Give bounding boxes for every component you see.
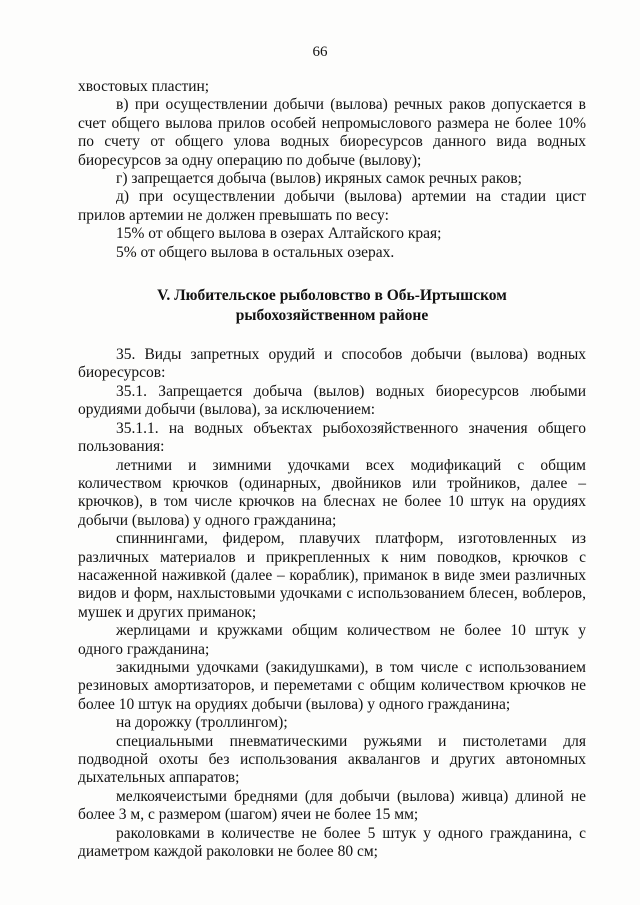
paragraph: летними и зимними удочками всех модификаций с общим количеством крючков (одинарных, двойников или тройников, далее – крючков), в том числе крючков на блеснах не более 10 штук на орудиях добычи (вылова) у одного гражданина; xyxy=(78,456,586,529)
paragraph: на дорожку (троллингом); xyxy=(116,714,288,732)
document-body xyxy=(78,78,586,861)
paragraphs-before-heading xyxy=(78,78,586,262)
paragraph: спиннингами, фидером, плавучих платформ, изготовленных из различных материалов и прикрепленных к ним поводков, крючков с насаженной наживкой (далее – кораблик), приманок в виде змеи различных видов и форм, нахлыстовыми удочками с использованием блесен, воблеров, мушек и других приманок; xyxy=(78,530,586,621)
paragraph: г) запрещается добыча (вылов) икряных самок речных раков; xyxy=(116,170,522,188)
paragraph: мелкоячеистыми бреднями (для добычи (вылова) живца) длиной не более 3 м, с размером (шагом) ячеи не более 15 мм; xyxy=(78,787,586,824)
section-heading: V. Любительское рыболовство в Обь-Иртышском рыбохозяйственном районе xyxy=(157,287,507,325)
spacer xyxy=(78,262,586,286)
paragraph: в) при осуществлении добычи (вылова) речных раков допускается в счет общего вылова прилов особей непромыслового размера не более 10% по счету от общего улова водных биоресурсов данного вида водных биоресурсов за одну операцию по добыче (вылову); xyxy=(78,96,586,169)
paragraph: д) при осуществлении добычи (вылова) артемии на стадии цист прилов артемии не должен превышать по весу: xyxy=(78,188,586,224)
paragraphs-after-heading xyxy=(78,346,586,861)
paragraph: специальными пневматическими ружьями и пистолетами для подводной охоты без использования аквалангов и других автономных дыхательных аппаратов; xyxy=(78,732,586,787)
paragraph: 35. Виды запретных орудий и способов добычи (вылова) водных биоресурсов: xyxy=(78,346,586,382)
page-number: 66 xyxy=(312,44,328,60)
paragraph: 5% от общего вылова в остальных озерах. xyxy=(116,243,395,261)
spacer xyxy=(78,326,586,346)
paragraph: жерлицами и кружками общим количеством не более 10 штук у одного гражданина; xyxy=(78,622,586,658)
paragraph: 15% от общего вылова в озерах Алтайского края; xyxy=(116,225,442,243)
paragraph: 35.1. Запрещается добыча (вылов) водных биоресурсов любыми орудиями добычи (вылова), за исключением: xyxy=(78,382,586,419)
paragraph: раколовками в количестве не более 5 штук у одного гражданина, с диаметром каждой раколовки не более 80 см; xyxy=(78,824,586,861)
paragraph: 35.1.1. на водных объектах рыбохозяйственного значения общего пользования: xyxy=(78,419,586,456)
paragraph: хвостовых пластин; xyxy=(78,78,210,95)
paragraph: закидными удочками (закидушками), в том числе с использованием резиновых амортизаторов, и переметами с общим количеством крючков не более 10 штук на орудиях добычи (вылова) у одного гражданина; xyxy=(78,658,586,713)
